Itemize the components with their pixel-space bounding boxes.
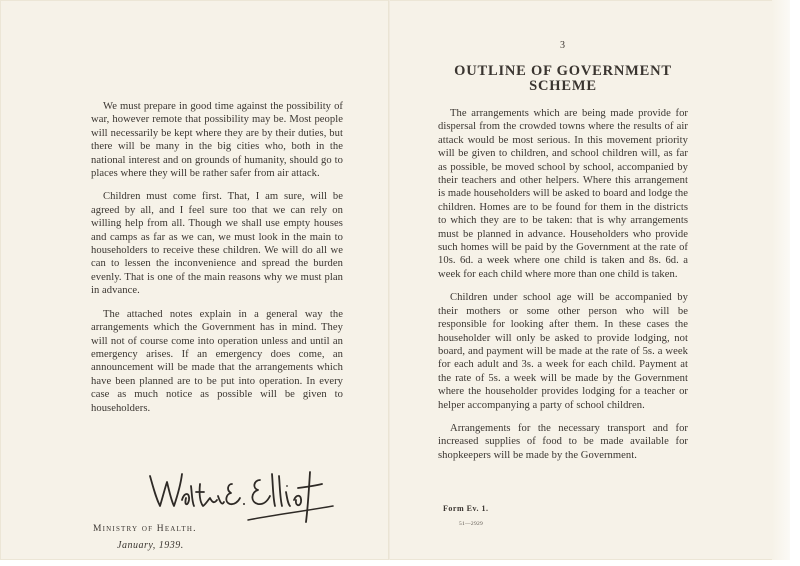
page-edge xyxy=(772,0,790,560)
left-page-body xyxy=(91,100,343,425)
right-paragraph-2: Children under school age will be accompanied by their mothers or some other person who will be responsible for looking after them. In these cases the householder will only be asked to provide lodging, not board, and payment will be made at the rate of 5s. a week for each adult and 3s. a week for each child. Payment at the rate of 5s. a week will be made by the Government where the householder provides lodging for a teacher or helper accompanying a party of school children. xyxy=(438,292,688,411)
page-title: OUTLINE OF GOVERNMENT SCHEME xyxy=(454,63,672,94)
issue-date: January, 1939. xyxy=(117,540,184,551)
ministry-name: Ministry of Health. xyxy=(93,524,197,534)
page-number: 3 xyxy=(560,40,566,51)
left-paragraph-2: Children must come first. That, I am sure, will be agreed by all, and I feel sure too that we can rely on willing help from all. Though we shall use empty houses and camps as far as we can, we must look in the main to householders to receive these children. We will do all we can to lessen the inconvenience and spread the burden evenly. That is one of the main reasons why we must plan in advance. xyxy=(91,191,343,297)
form-reference: Form Ev. 1. xyxy=(443,504,489,513)
left-paragraph-1: We must prepare in good time against the possibility of war, however remote that possibility may be. Most people will necessarily be kept where they are by their duties, but there will be many in the big cities who, both in the national interest and on grounds of humanity, should go to places where they will be rather safer from air attack. xyxy=(91,101,343,180)
print-code: 51—2929 xyxy=(459,521,484,527)
page-fold xyxy=(388,0,390,560)
right-paragraph-3: Arrangements for the necessary transport and for increased supplies of food to be made available for shopkeepers will be made by the Government. xyxy=(438,422,688,461)
left-paragraph-3: The attached notes explain in a general way the arrangements which the Government has in mind. They will not of course come into operation unless and until an emergency arises. If an emergency does come, an announcement will be made that the arrangements which have been planned are to be put into operation. In every case as much notice as possible will be given to householders. xyxy=(91,308,343,414)
right-paragraph-1: The arrangements which are being made provide for dispersal from the crowded towns where the results of air attack would be most serious. In this movement priority will be given to children, and school children will, as far as possible, be moved school by school, accompanied by their teachers and other helpers. Where this arrangement is made householders will be asked to board and lodge the children. Homes are to be found for them in the districts to which they are to be taken: that is why arrangements must be planned in advance. Householders who provide such homes will be paid by the Government at the rate of 10s. 6d. a week where one child is taken and 8s. 6d. a week for each child where more than one child is taken. xyxy=(438,108,688,280)
right-page-body xyxy=(438,40,688,472)
handwritten-signature xyxy=(148,462,348,532)
